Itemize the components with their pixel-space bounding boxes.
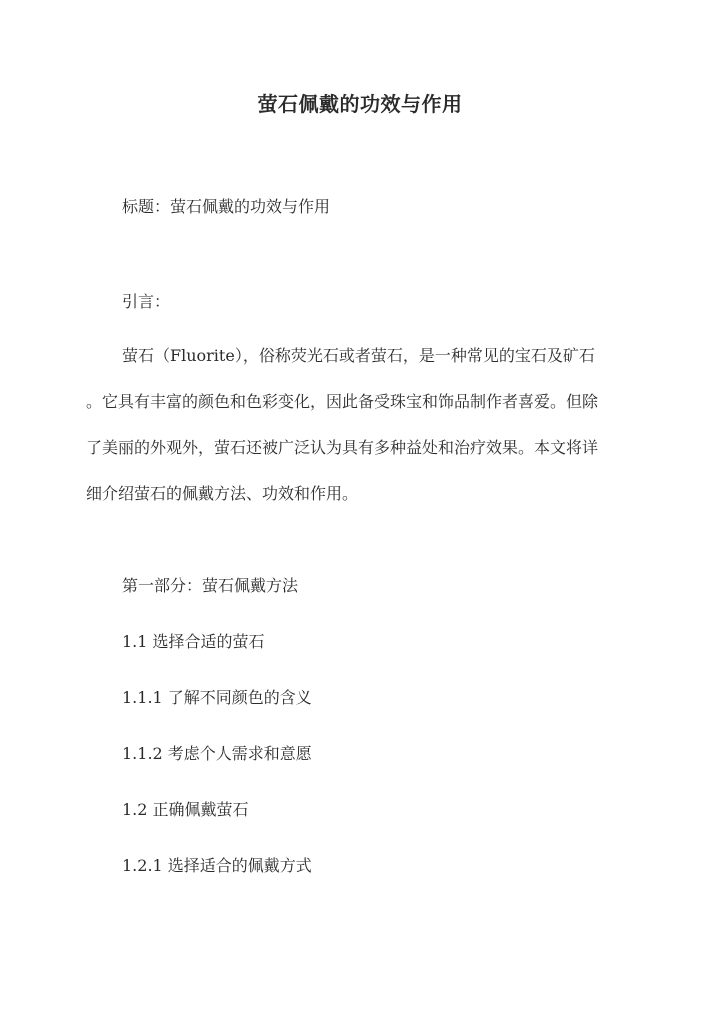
heading-line: 标题：萤石佩戴的功效与作用: [122, 197, 331, 216]
outline-item: 1.1.2 考虑个人需求和意愿: [122, 744, 312, 763]
intro-label: 引言：: [122, 292, 171, 311]
outline-item: 1.1.1 了解不同颜色的含义: [122, 688, 312, 707]
section-heading: 第一部分：萤石佩戴方法: [122, 576, 299, 595]
intro-paragraph-line: 细介绍萤石的佩戴方法、功效和作用。: [86, 484, 359, 503]
intro-paragraph-line: 了美丽的外观外，萤石还被广泛认为具有多种益处和治疗效果。本文将详: [86, 438, 599, 457]
intro-paragraph-line: 。它具有丰富的颜色和色彩变化，因此备受珠宝和饰品制作者喜爱。但除: [86, 392, 599, 411]
document-title: 萤石佩戴的功效与作用: [257, 92, 463, 116]
outline-item: 1.2.1 选择适合的佩戴方式: [122, 856, 312, 875]
intro-paragraph-line: 萤石（Fluorite），俗称荧光石或者萤石，是一种常见的宝石及矿石: [122, 346, 595, 365]
outline-item: 1.2 正确佩戴萤石: [122, 800, 249, 819]
outline-item: 1.1 选择合适的萤石: [122, 632, 265, 651]
